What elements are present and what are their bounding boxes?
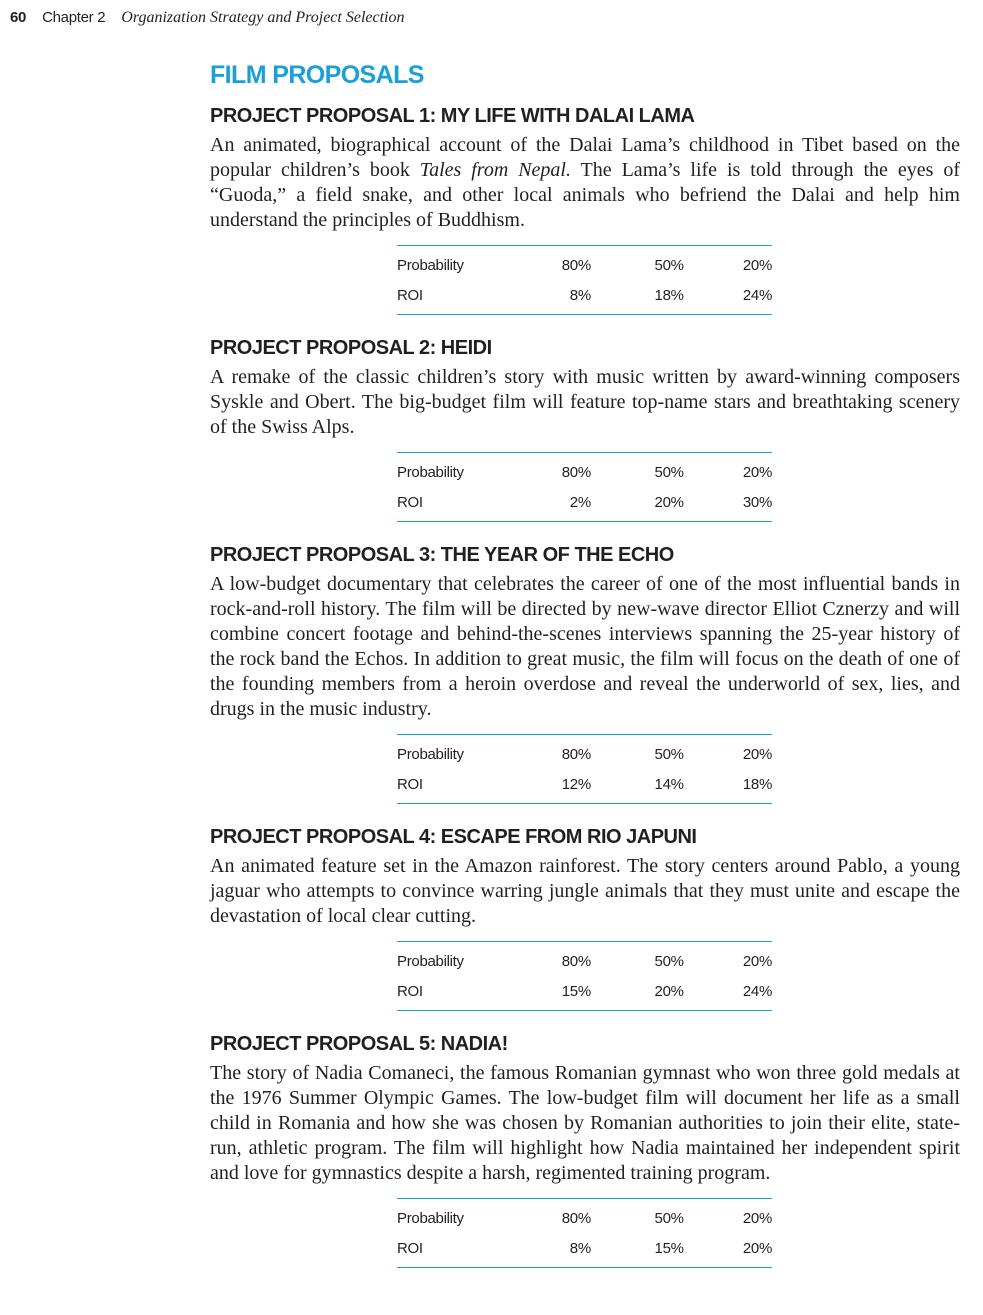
roi-label: ROI [397, 775, 423, 793]
proposal-2 [210, 335, 960, 542]
probability-row [397, 942, 772, 977]
roi-table [397, 1198, 772, 1268]
roi-table [397, 452, 772, 522]
roi-value: 18% [654, 286, 684, 304]
probability-value: 20% [742, 1209, 772, 1227]
roi-value: 15% [561, 982, 591, 1000]
roi-label: ROI [397, 286, 423, 304]
proposal-heading: PROJECT PROPOSAL 4: ESCAPE FROM RIO JAPUNI [210, 826, 697, 848]
proposal-3 [210, 542, 960, 824]
probability-value: 50% [654, 256, 684, 274]
probability-row [397, 735, 772, 770]
book-title: Tales from Nepal. [419, 159, 571, 181]
probability-value: 50% [654, 463, 684, 481]
probability-row [397, 453, 772, 488]
probability-value: 80% [561, 463, 591, 481]
probability-value: 50% [654, 1209, 684, 1227]
roi-value: 18% [742, 775, 772, 793]
probability-value: 20% [742, 256, 772, 274]
proposal-description: The story of Nadia Comaneci, the famous Romanian gymnast who won three gold medals at the 1976 Summer Olympic Games. The low-budget film will document her life as a small child in Romania and how she was chosen by Romanian authorities to join their elite, state-run, athletic program. The film will highlight how Nadia maintained her independent spirit and love for gymnastics despite a harsh, regimented training program. [210, 1062, 960, 1184]
proposal-1 [210, 103, 960, 335]
roi-value: 20% [742, 1239, 772, 1257]
roi-label: ROI [397, 493, 423, 511]
proposal-heading: PROJECT PROPOSAL 1: MY LIFE WITH DALAI LAMA [210, 105, 695, 127]
roi-value: 8% [569, 286, 591, 304]
probability-value: 50% [654, 745, 684, 763]
proposal-4 [210, 824, 960, 1031]
proposal-description: A remake of the classic children’s story with music written by award-winning composers Syskle and Obert. The big-budget film will feature top-name stars and breathtaking scenery of the Swiss Alps. [210, 366, 960, 438]
proposal-5 [210, 1031, 960, 1268]
roi-label: ROI [397, 1239, 423, 1257]
probability-value: 20% [742, 952, 772, 970]
probability-value: 20% [742, 745, 772, 763]
roi-label: ROI [397, 982, 423, 1000]
proposal-heading: PROJECT PROPOSAL 3: THE YEAR OF THE ECHO [210, 544, 674, 566]
probability-value: 20% [742, 463, 772, 481]
roi-value: 24% [742, 286, 772, 304]
roi-row [397, 280, 772, 315]
roi-value: 30% [742, 493, 772, 511]
chapter-label: Chapter 2 [42, 9, 106, 26]
page-content [210, 58, 960, 1268]
roi-value: 15% [654, 1239, 684, 1257]
roi-row [397, 487, 772, 522]
roi-value: 20% [654, 982, 684, 1000]
probability-value: 80% [561, 1209, 591, 1227]
probability-label: Probability [397, 745, 464, 763]
description-text: The Lama’s life is told through the eyes of “Guoda,” a field snake, and other local animals who befriend the Dalai and help him understand the principles of Buddhism. [210, 159, 960, 231]
roi-value: 12% [561, 775, 591, 793]
roi-value: 24% [742, 982, 772, 1000]
roi-value: 8% [569, 1239, 591, 1257]
proposal-description [210, 133, 960, 233]
roi-row [397, 769, 772, 804]
roi-value: 2% [569, 493, 591, 511]
probability-value: 80% [561, 745, 591, 763]
probability-value: 50% [654, 952, 684, 970]
probability-row [397, 246, 772, 281]
proposal-description: An animated feature set in the Amazon rainforest. The story centers around Pablo, a young jaguar who attempts to convince warring jungle animals that they must unite and escape the devastation of local clear cutting. [210, 855, 960, 927]
probability-value: 80% [561, 952, 591, 970]
probability-row [397, 1199, 772, 1234]
description-text: An animated, biographical account of the Dalai Lama’s childhood in Tibet based on the popular children’s book [210, 134, 960, 181]
page-number: 60 [10, 9, 27, 26]
probability-value: 80% [561, 256, 591, 274]
roi-value: 14% [654, 775, 684, 793]
roi-row [397, 976, 772, 1011]
probability-label: Probability [397, 952, 464, 970]
probability-label: Probability [397, 463, 464, 481]
proposal-description: A low-budget documentary that celebrates the career of one of the most influential bands in rock-and-roll history. The film will be directed by new-wave director Elliot Cznerzy and will combine concert footage and behind-the-scenes interviews spanning the 25-year history of the rock band the Echos. In addition to great music, the film will focus on the death of one of the founding members from a heroin overdose and reveal the underworld of sex, lies, and drugs in the music industry. [210, 573, 960, 720]
probability-label: Probability [397, 1209, 464, 1227]
probability-label: Probability [397, 256, 464, 274]
proposal-heading: PROJECT PROPOSAL 5: NADIA! [210, 1033, 508, 1055]
proposal-heading: PROJECT PROPOSAL 2: HEIDI [210, 337, 492, 359]
section-title: FILM PROPOSALS [210, 61, 424, 89]
roi-table [397, 941, 772, 1011]
roi-table [397, 734, 772, 804]
chapter-title: Organization Strategy and Project Selection [121, 9, 405, 26]
running-head [10, 9, 405, 31]
roi-row [397, 1233, 772, 1268]
roi-table [397, 245, 772, 315]
roi-value: 20% [654, 493, 684, 511]
